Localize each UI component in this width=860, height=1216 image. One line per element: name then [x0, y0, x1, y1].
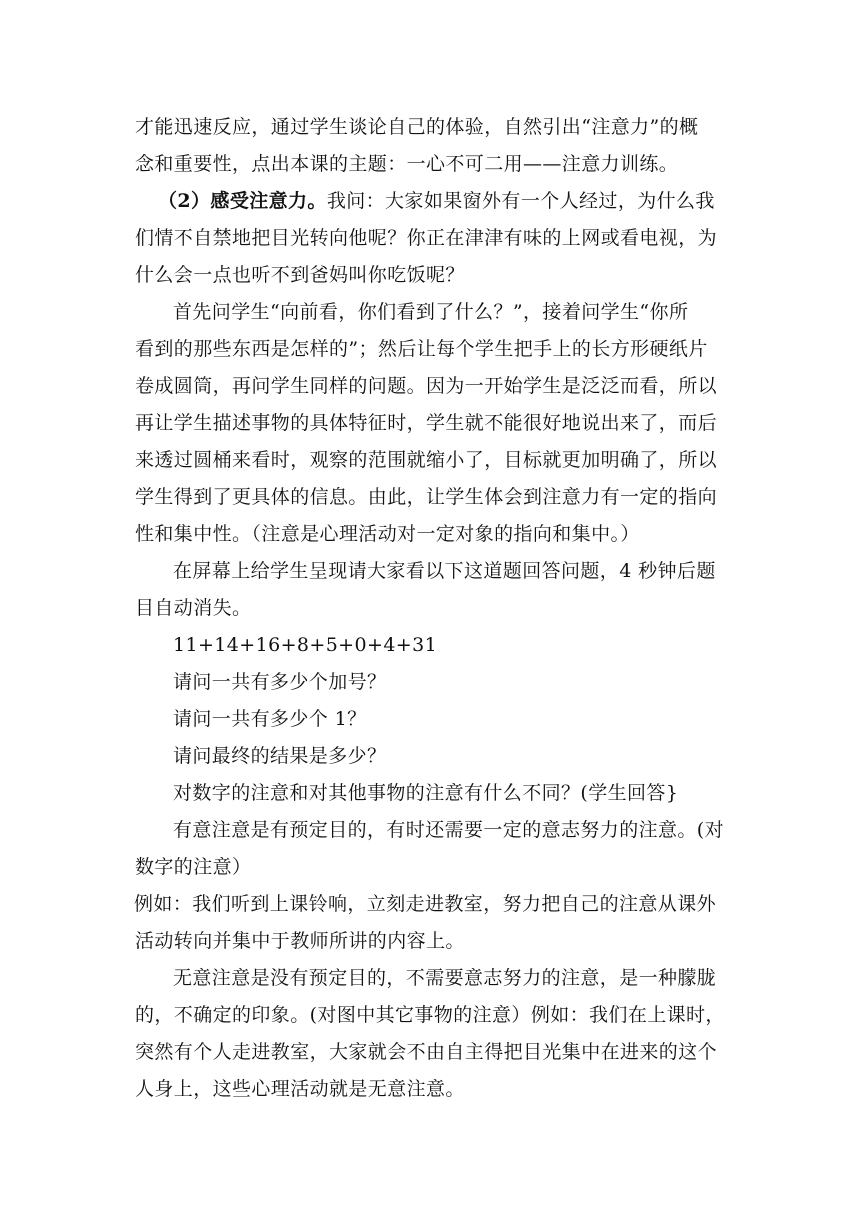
- paragraph-line: 念和重要性，点出本课的主题：一心不可二用——注意力训练。: [135, 153, 679, 175]
- paragraph-line: 性和集中性。（注意是心理活动对一定对象的指向和集中。）: [135, 523, 640, 545]
- paragraph-line: 在屏幕上给学生呈现请大家看以下这道题回答问题，4 秒钟后题: [173, 560, 716, 582]
- paragraph-line: 的，不确定的印象。(对图中其它事物的注意）例如：我们在上课时，: [135, 1004, 725, 1026]
- paragraph-line: 才能迅速反应，通过学生谈论自己的体验，自然引出“注意力”的概: [135, 116, 699, 138]
- question-line: 对数字的注意和对其他事物的注意有什么不同？(学生回答}: [173, 782, 679, 804]
- section-heading-line: [158, 189, 758, 213]
- paragraph-line: 什么会一点也听不到爸妈叫你吃饭呢？: [135, 264, 465, 286]
- paragraph-line: 卷成圆筒，再问学生同样的问题。因为一开始学生是泛泛而看，所以: [135, 375, 718, 397]
- paragraph-line: 再让学生描述事物的具体特征时，学生就不能很好地说出来了，而后: [135, 412, 718, 434]
- paragraph-line: 有意注意是有预定目的，有时还需要一定的意志努力的注意。(对: [173, 819, 725, 841]
- paragraph-line: 活动转向并集中于教师所讲的内容上。: [135, 930, 465, 952]
- question-line: 请问一共有多少个加号？: [173, 671, 387, 693]
- question-line: 请问一共有多少个 1？: [173, 708, 367, 730]
- paragraph-line: 目自动消失。: [135, 597, 252, 619]
- paragraph-line: 看到的那些东西是怎样的”；然后让每个学生把手上的长方形硬纸片: [135, 338, 708, 360]
- paragraph-line: 人身上，这些心理活动就是无意注意。: [135, 1078, 465, 1100]
- paragraph-line: 来透过圆桶来看时，观察的范围就缩小了，目标就更加明确了，所以: [135, 449, 718, 471]
- paragraph-line: 学生得到了更具体的信息。由此，让学生体会到注意力有一定的指向: [135, 486, 718, 508]
- paragraph-line: 首先问学生“向前看，你们看到了什么？”，接着问学生“你所: [173, 301, 689, 323]
- question-line: 请问最终的结果是多少？: [173, 745, 387, 767]
- paragraph-line: 数字的注意）: [135, 856, 252, 878]
- paragraph-line: 们情不自禁地把目光转向他呢？你正在津津有味的上网或看电视，为: [135, 227, 718, 249]
- paragraph-text: 我问：大家如果窗外有一个人经过，为什么我: [326, 190, 715, 212]
- paragraph-line: 例如：我们听到上课铃响，立刻走进教室，努力把自己的注意从课外: [134, 893, 717, 915]
- section-heading: （2）感受注意力。: [158, 190, 327, 212]
- paragraph-line: 突然有个人走进教室，大家就会不由自主得把目光集中在进来的这个: [135, 1041, 718, 1063]
- math-expression: 11+14+16+8+5+0+4+31: [173, 634, 438, 656]
- paragraph-line: 无意注意是没有预定目的，不需要意志努力的注意，是一种朦胧: [173, 967, 717, 989]
